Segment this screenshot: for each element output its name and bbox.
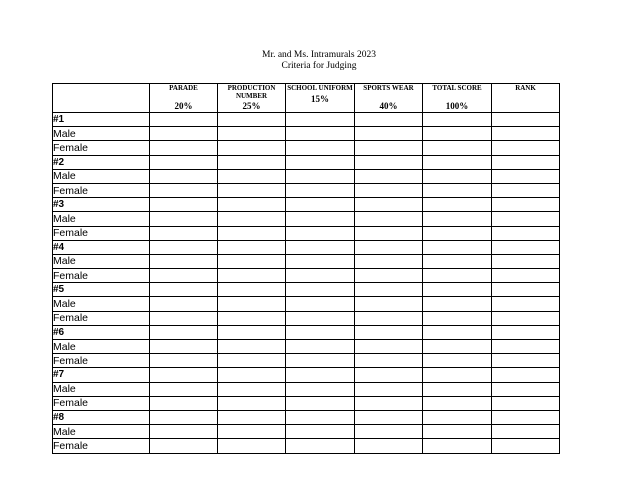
score-cell-rank — [492, 155, 560, 169]
score-cell-total-score — [423, 340, 492, 354]
score-cell-rank — [492, 127, 560, 141]
score-cell-production-number — [218, 439, 286, 453]
score-cell-sports-wear — [355, 155, 423, 169]
score-cell-rank — [492, 283, 560, 297]
score-cell-parade — [150, 127, 218, 141]
score-cell-rank — [492, 425, 560, 439]
score-cell-school-uniform — [286, 368, 355, 382]
score-cell-rank — [492, 368, 560, 382]
score-cell-production-number — [218, 127, 286, 141]
score-cell-sports-wear — [355, 240, 423, 254]
score-cell-production-number — [218, 226, 286, 240]
contestant-row — [53, 283, 560, 297]
gender-label: Female — [53, 439, 150, 453]
column-percent: 20% — [174, 101, 193, 111]
column-label: TOTAL SCORE — [432, 84, 482, 92]
header-blank-cell — [53, 84, 150, 113]
score-cell-production-number — [218, 410, 286, 424]
score-cell-total-score — [423, 198, 492, 212]
contestant-row — [53, 325, 560, 339]
score-cell-school-uniform — [286, 297, 355, 311]
contestant-number: #7 — [53, 368, 150, 382]
score-cell-school-uniform — [286, 155, 355, 169]
score-cell-production-number — [218, 425, 286, 439]
gender-row — [53, 382, 560, 396]
gender-label: Male — [53, 340, 150, 354]
score-cell-rank — [492, 183, 560, 197]
gender-label: Female — [53, 226, 150, 240]
column-label: RANK — [515, 84, 536, 92]
column-label: PARADE — [169, 84, 198, 92]
gender-row — [53, 354, 560, 368]
score-cell-parade — [150, 354, 218, 368]
score-cell-total-score — [423, 269, 492, 283]
score-cell-production-number — [218, 269, 286, 283]
column-header-school-uniform — [286, 84, 355, 113]
score-cell-sports-wear — [355, 183, 423, 197]
score-cell-school-uniform — [286, 283, 355, 297]
score-cell-rank — [492, 354, 560, 368]
page-title: Mr. and Ms. Intramurals 2023 — [262, 50, 376, 60]
score-cell-school-uniform — [286, 212, 355, 226]
score-cell-sports-wear — [355, 425, 423, 439]
score-cell-total-score — [423, 368, 492, 382]
gender-row — [53, 425, 560, 439]
gender-row — [53, 439, 560, 453]
contestant-row — [53, 113, 560, 127]
score-cell-school-uniform — [286, 183, 355, 197]
gender-row — [53, 340, 560, 354]
score-cell-total-score — [423, 283, 492, 297]
score-cell-sports-wear — [355, 340, 423, 354]
score-cell-production-number — [218, 340, 286, 354]
score-cell-production-number — [218, 254, 286, 268]
gender-row — [53, 141, 560, 155]
gender-row — [53, 297, 560, 311]
contestant-number: #4 — [53, 240, 150, 254]
score-cell-school-uniform — [286, 439, 355, 453]
score-cell-sports-wear — [355, 325, 423, 339]
score-cell-school-uniform — [286, 254, 355, 268]
score-cell-production-number — [218, 311, 286, 325]
score-cell-sports-wear — [355, 226, 423, 240]
score-cell-sports-wear — [355, 113, 423, 127]
score-cell-school-uniform — [286, 113, 355, 127]
score-cell-total-score — [423, 240, 492, 254]
score-cell-total-score — [423, 169, 492, 183]
score-cell-school-uniform — [286, 269, 355, 283]
contestant-row — [53, 368, 560, 382]
score-cell-sports-wear — [355, 354, 423, 368]
score-cell-school-uniform — [286, 141, 355, 155]
score-cell-total-score — [423, 325, 492, 339]
gender-row — [53, 254, 560, 268]
column-header-parade — [150, 84, 218, 113]
score-cell-parade — [150, 169, 218, 183]
scoring-table — [52, 83, 560, 454]
column-header-production-number — [218, 84, 286, 113]
score-cell-rank — [492, 212, 560, 226]
gender-label: Male — [53, 212, 150, 226]
score-cell-total-score — [423, 382, 492, 396]
gender-label: Female — [53, 183, 150, 197]
gender-label: Female — [53, 141, 150, 155]
score-cell-parade — [150, 240, 218, 254]
gender-label: Male — [53, 297, 150, 311]
score-cell-rank — [492, 226, 560, 240]
contestant-number: #2 — [53, 155, 150, 169]
gender-row — [53, 212, 560, 226]
contestant-row — [53, 240, 560, 254]
gender-row — [53, 311, 560, 325]
score-cell-school-uniform — [286, 240, 355, 254]
gender-label: Female — [53, 354, 150, 368]
page-subtitle: Criteria for Judging — [281, 61, 357, 71]
score-cell-total-score — [423, 297, 492, 311]
score-cell-school-uniform — [286, 396, 355, 410]
score-cell-parade — [150, 183, 218, 197]
column-label: SPORTS WEAR — [363, 84, 414, 92]
score-cell-total-score — [423, 311, 492, 325]
gender-row — [53, 396, 560, 410]
score-cell-parade — [150, 198, 218, 212]
score-cell-rank — [492, 169, 560, 183]
column-header-sports-wear — [355, 84, 423, 113]
contestant-number: #8 — [53, 410, 150, 424]
score-cell-production-number — [218, 325, 286, 339]
gender-label: Female — [53, 396, 150, 410]
score-cell-school-uniform — [286, 340, 355, 354]
score-cell-rank — [492, 240, 560, 254]
score-cell-rank — [492, 113, 560, 127]
title-block — [0, 50, 638, 72]
score-cell-production-number — [218, 169, 286, 183]
gender-label: Male — [53, 169, 150, 183]
gender-label: Female — [53, 269, 150, 283]
column-percent: 100% — [445, 101, 469, 111]
score-cell-parade — [150, 325, 218, 339]
score-cell-sports-wear — [355, 127, 423, 141]
score-cell-rank — [492, 340, 560, 354]
score-cell-parade — [150, 283, 218, 297]
score-cell-total-score — [423, 254, 492, 268]
score-cell-sports-wear — [355, 311, 423, 325]
score-cell-sports-wear — [355, 198, 423, 212]
contestant-number: #5 — [53, 283, 150, 297]
score-cell-production-number — [218, 212, 286, 226]
score-cell-sports-wear — [355, 283, 423, 297]
score-cell-total-score — [423, 141, 492, 155]
score-cell-production-number — [218, 297, 286, 311]
score-cell-production-number — [218, 368, 286, 382]
score-cell-school-uniform — [286, 410, 355, 424]
score-cell-total-score — [423, 354, 492, 368]
contestant-number: #6 — [53, 325, 150, 339]
table-header-row — [53, 84, 560, 113]
score-cell-production-number — [218, 155, 286, 169]
score-cell-parade — [150, 425, 218, 439]
score-cell-rank — [492, 198, 560, 212]
score-cell-school-uniform — [286, 127, 355, 141]
score-cell-total-score — [423, 212, 492, 226]
score-cell-parade — [150, 311, 218, 325]
contestant-row — [53, 410, 560, 424]
score-cell-rank — [492, 410, 560, 424]
score-cell-parade — [150, 226, 218, 240]
score-cell-rank — [492, 396, 560, 410]
score-cell-school-uniform — [286, 311, 355, 325]
score-cell-school-uniform — [286, 198, 355, 212]
score-cell-sports-wear — [355, 410, 423, 424]
score-cell-sports-wear — [355, 141, 423, 155]
score-cell-parade — [150, 141, 218, 155]
contestant-number: #3 — [53, 198, 150, 212]
score-cell-parade — [150, 396, 218, 410]
score-cell-production-number — [218, 183, 286, 197]
contestant-row — [53, 155, 560, 169]
score-cell-production-number — [218, 141, 286, 155]
score-cell-parade — [150, 410, 218, 424]
column-percent: 15% — [311, 93, 329, 104]
score-cell-sports-wear — [355, 396, 423, 410]
score-cell-production-number — [218, 382, 286, 396]
score-cell-school-uniform — [286, 354, 355, 368]
score-cell-sports-wear — [355, 439, 423, 453]
score-cell-total-score — [423, 396, 492, 410]
score-cell-rank — [492, 254, 560, 268]
score-cell-parade — [150, 269, 218, 283]
score-cell-production-number — [218, 240, 286, 254]
score-cell-rank — [492, 325, 560, 339]
score-cell-parade — [150, 212, 218, 226]
score-cell-sports-wear — [355, 297, 423, 311]
score-cell-sports-wear — [355, 169, 423, 183]
column-percent: 25% — [242, 101, 261, 111]
score-cell-rank — [492, 439, 560, 453]
score-cell-parade — [150, 340, 218, 354]
score-cell-production-number — [218, 198, 286, 212]
score-cell-total-score — [423, 155, 492, 169]
score-cell-parade — [150, 113, 218, 127]
score-cell-total-score — [423, 226, 492, 240]
score-cell-rank — [492, 311, 560, 325]
score-cell-rank — [492, 141, 560, 155]
gender-row — [53, 183, 560, 197]
gender-row — [53, 169, 560, 183]
gender-row — [53, 226, 560, 240]
column-label: PRODUCTION NUMBER — [227, 84, 276, 100]
score-cell-school-uniform — [286, 226, 355, 240]
score-cell-parade — [150, 155, 218, 169]
column-header-rank — [492, 84, 560, 113]
score-cell-parade — [150, 368, 218, 382]
score-cell-rank — [492, 297, 560, 311]
score-cell-rank — [492, 269, 560, 283]
score-cell-parade — [150, 382, 218, 396]
score-cell-total-score — [423, 439, 492, 453]
score-cell-sports-wear — [355, 382, 423, 396]
score-cell-production-number — [218, 354, 286, 368]
score-cell-total-score — [423, 183, 492, 197]
score-cell-sports-wear — [355, 254, 423, 268]
score-cell-rank — [492, 382, 560, 396]
score-cell-sports-wear — [355, 212, 423, 226]
score-cell-production-number — [218, 283, 286, 297]
score-cell-school-uniform — [286, 325, 355, 339]
score-cell-total-score — [423, 425, 492, 439]
score-cell-parade — [150, 439, 218, 453]
score-cell-school-uniform — [286, 169, 355, 183]
gender-label: Male — [53, 425, 150, 439]
gender-label: Female — [53, 311, 150, 325]
score-cell-production-number — [218, 113, 286, 127]
contestant-row — [53, 198, 560, 212]
gender-row — [53, 127, 560, 141]
gender-row — [53, 269, 560, 283]
gender-label: Male — [53, 382, 150, 396]
score-cell-parade — [150, 254, 218, 268]
column-header-total-score — [423, 84, 492, 113]
score-cell-production-number — [218, 396, 286, 410]
score-cell-total-score — [423, 127, 492, 141]
gender-label: Male — [53, 254, 150, 268]
score-cell-total-score — [423, 113, 492, 127]
score-cell-sports-wear — [355, 269, 423, 283]
gender-label: Male — [53, 127, 150, 141]
column-percent: 40% — [379, 101, 398, 111]
score-cell-sports-wear — [355, 368, 423, 382]
score-cell-total-score — [423, 410, 492, 424]
score-cell-school-uniform — [286, 425, 355, 439]
table-body — [53, 113, 560, 454]
score-cell-parade — [150, 297, 218, 311]
contestant-number: #1 — [53, 113, 150, 127]
column-label: SCHOOL UNIFORM — [287, 84, 353, 92]
score-cell-school-uniform — [286, 382, 355, 396]
